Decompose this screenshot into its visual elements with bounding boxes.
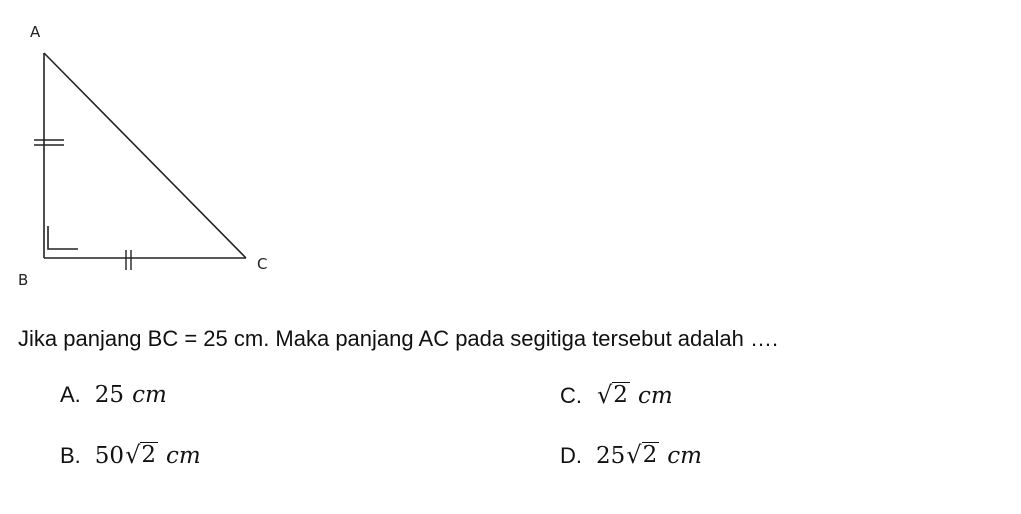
option-unit: cm: [132, 382, 167, 408]
option-letter: D.: [560, 443, 582, 469]
option-unit: cm: [667, 443, 702, 470]
option-letter: A.: [60, 382, 81, 407]
option-d[interactable]: [560, 442, 702, 469]
radicand: 2: [141, 442, 157, 468]
option-letter: C.: [560, 383, 582, 409]
option-number: 50: [94, 443, 125, 470]
option-a[interactable]: [60, 382, 167, 408]
option-value: [596, 382, 673, 409]
radicand: 2: [613, 382, 628, 408]
right-triangle-figure: [0, 0, 300, 300]
sqrt-symbol: √ 2: [626, 441, 658, 470]
side-ac: [44, 53, 246, 258]
option-value: [95, 382, 167, 408]
radicand: 2: [642, 442, 658, 468]
option-unit: cm: [166, 443, 201, 470]
question-text: Jika panjang BC = 25 cm. Maka panjang AC pada segitiga tersebut adalah ….: [18, 326, 779, 351]
option-value: [95, 442, 201, 469]
option-c[interactable]: [560, 382, 673, 409]
vertex-label-c: C: [257, 255, 268, 273]
option-value: [596, 442, 702, 469]
option-number: 25: [94, 382, 125, 408]
sqrt-symbol: √ 2: [125, 441, 157, 470]
option-letter: B.: [60, 443, 81, 469]
vertex-label-b: B: [18, 271, 29, 289]
right-angle-marker: [48, 226, 78, 249]
option-number: 25: [596, 443, 626, 470]
vertex-label-a: A: [30, 23, 41, 41]
option-unit: cm: [637, 383, 673, 410]
option-b[interactable]: [60, 442, 201, 469]
sqrt-symbol: √ 2: [597, 381, 628, 410]
